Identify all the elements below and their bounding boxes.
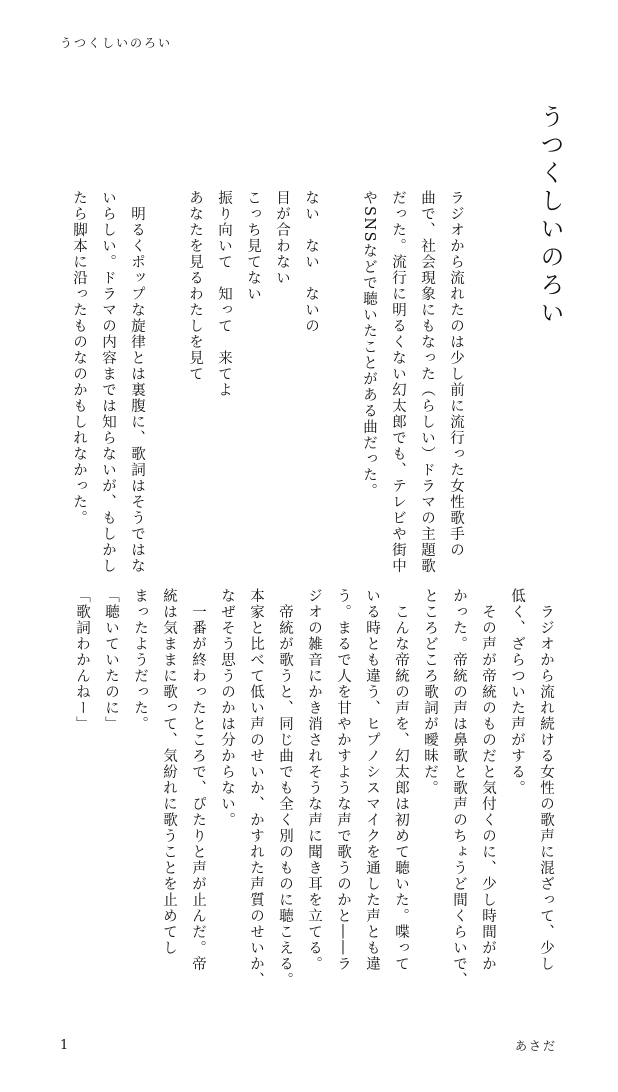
text-line: こんな帝統の声を、幻太郎は初めて聴いた。喋って: [393, 588, 409, 972]
text-line: やSNSなどで聴いたことがある曲だった。: [361, 190, 377, 500]
story-title: うつくしいのろい: [536, 104, 564, 328]
text-line: 目が合わない: [274, 190, 290, 286]
author-name: あさだ: [515, 1039, 558, 1053]
text-line: いる時とも違う、ヒプノシスマイクを通した声とも違: [364, 588, 380, 972]
text-block-bottom: [67, 588, 560, 1018]
text-line: [325, 190, 354, 520]
text-line: なぜそう思うのかは分からない。: [219, 588, 235, 828]
text-line: [151, 190, 180, 520]
text-line: 統は気ままに歌って、気紛れに歌うことを止めてし: [161, 588, 177, 956]
text-line: 低く、ざらついた声がする。: [509, 588, 525, 796]
text-line: いらしい。ドラマの内容までは知らないが、もしかし: [100, 190, 116, 574]
text-line: 「歌詞わかんねー」: [74, 588, 90, 732]
text-line: 振り向いて 知って 来てよ: [216, 190, 232, 398]
text-line: まったようだった。: [132, 588, 148, 732]
text-line: 明るくポップな旋律とは裏腹に、歌詞はそうではな: [129, 190, 145, 574]
text-line: ない ない ないの: [303, 190, 319, 334]
text-line: ところどころ歌詞が曖昧だ。: [422, 588, 438, 796]
text-line: たら脚本に沿ったものなのかもしれなかった。: [71, 190, 87, 526]
page-number: 1: [60, 1038, 69, 1053]
text-block-top: [64, 190, 470, 574]
text-line: あなたを見るわたしを見て: [187, 190, 203, 382]
text-line: かった。帝統の声は鼻歌と歌声のちょうど間くらいで、: [451, 588, 467, 988]
text-line: 本家と比べて低い声のせいか、かすれた声質のせいか、: [248, 588, 264, 988]
text-line: 曲で、社会現象にもなった（らしい）ドラマの主題歌: [419, 190, 435, 574]
text-line: ジオの雑音にかき消されそうな声に聞き耳を立てる。: [306, 588, 322, 972]
running-header: うつくしいのろい: [60, 36, 173, 50]
text-line: 帝統が歌うと、同じ曲でも全く別のものに聴こえる。: [277, 588, 293, 988]
text-line: こっち見てない: [245, 190, 261, 302]
text-line: 一番が終わったところで、ぴたりと声が止んだ。帝: [190, 588, 206, 972]
text-line: ラジオから流れ続ける女性の歌声に混ざって、少し: [538, 588, 554, 972]
text-line: う。まるで人を甘やかすような声で歌うのかと――ラ: [335, 588, 351, 972]
text-line: ラジオから流れたのは少し前に流行った女性歌手の: [448, 190, 464, 558]
text-line: だった。流行に明るくない幻太郎でも、テレビや街中: [390, 190, 406, 574]
text-line: その声が帝統のものだと気付くのに、少し時間がか: [480, 588, 496, 972]
text-line: 「聴いていたのに」: [103, 588, 119, 732]
